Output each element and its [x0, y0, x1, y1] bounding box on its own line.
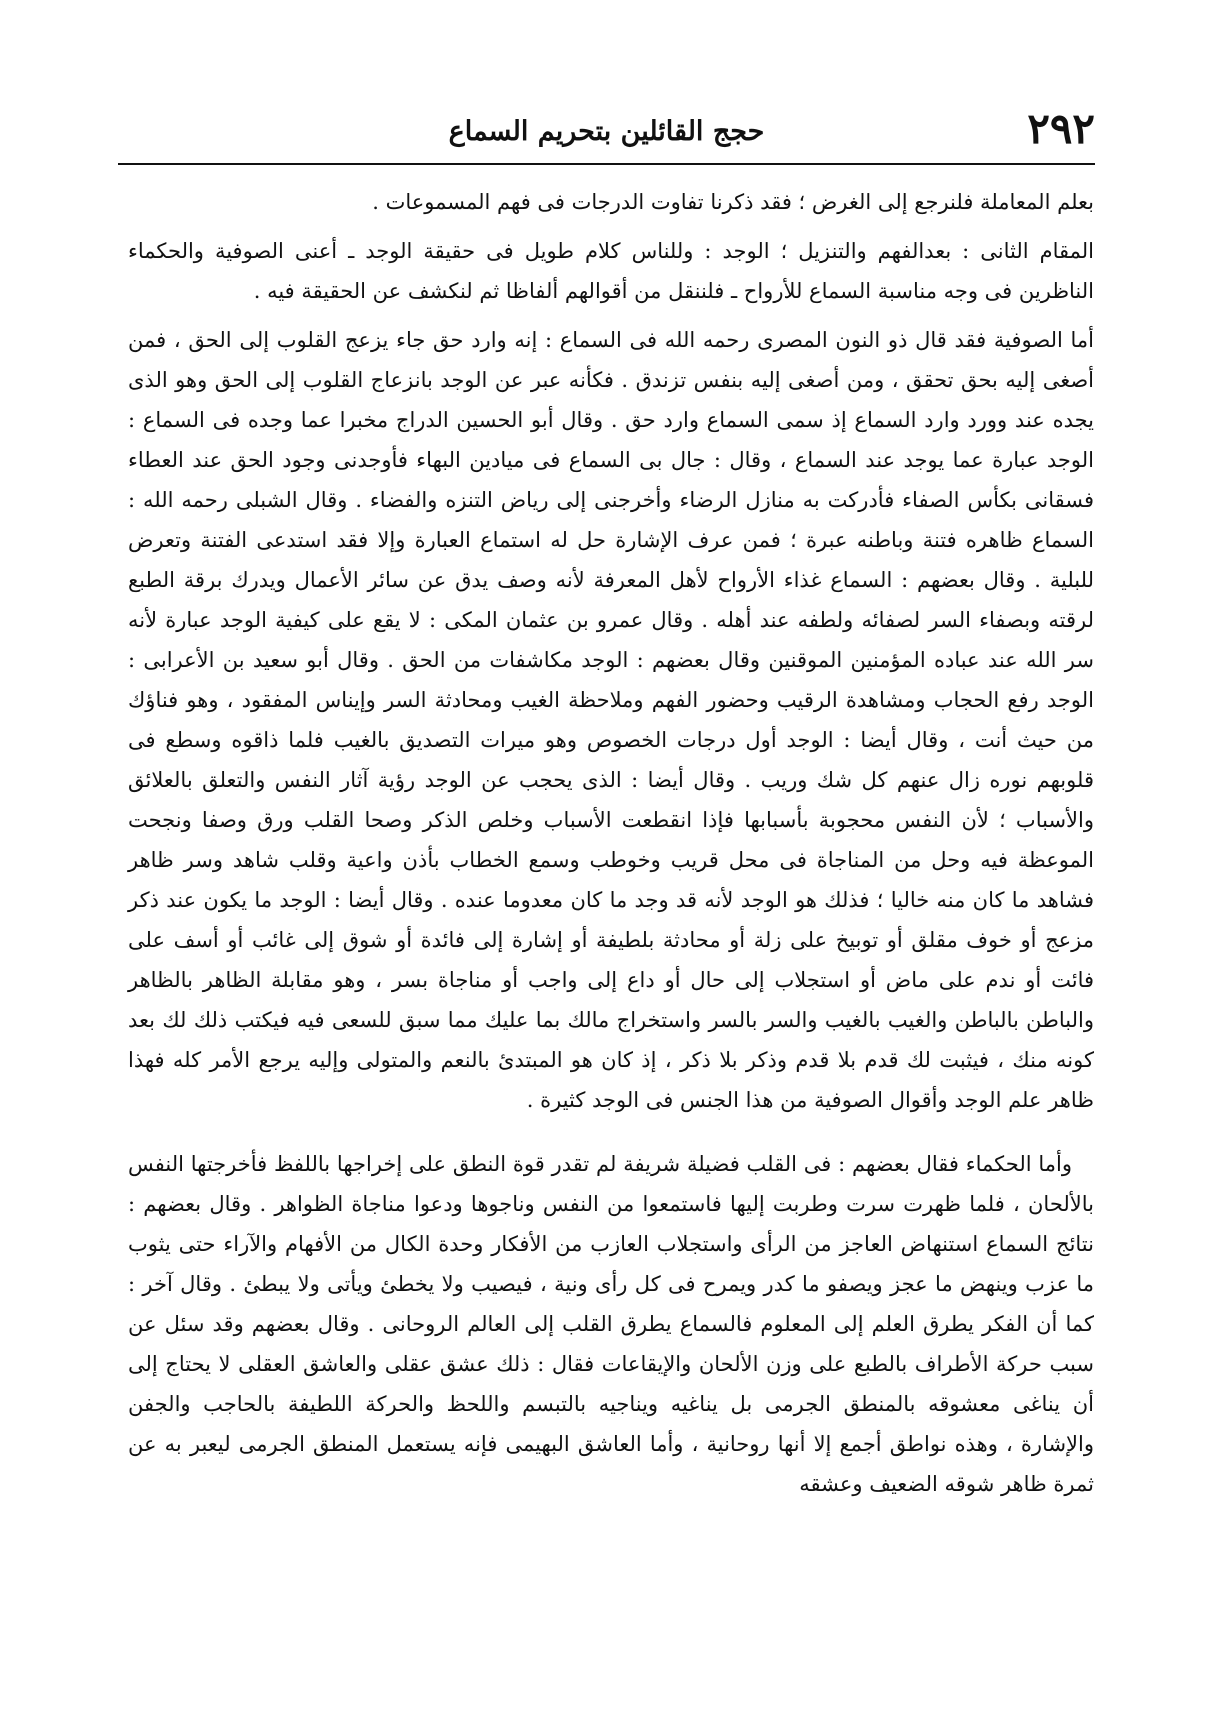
- header-rule: [118, 163, 1095, 165]
- body-text: [128, 182, 1094, 1513]
- running-title: حجج القائلين بتحريم السماع: [448, 116, 765, 147]
- paragraph-2: المقام الثانى : بعدالفهم والتنزيل ؛ الوجد : وللناس كلام طويل فى حقيقة الوجد ـ أعنى الصوفية والحكماء الناظرين فى وجه مناسبة السماع للأرواح ـ فلننقل من أقوالهم ألفاظا ثم لنكشف عن الحقيقة فيه .: [128, 239, 1094, 303]
- page-header: [118, 104, 1095, 164]
- paragraph-1: بعلم المعاملة فلنرجع إلى الغرض ؛ فقد ذكرنا تفاوت الدرجات فى فهم المسموعات .: [372, 190, 1094, 214]
- paragraph-4: وأما الحكماء فقال بعضهم : فى القلب فضيلة شريفة لم تقدر قوة النطق على إخراجها باللفظ فأخرجتها النفس بالألحان ، فلما ظهرت سرت وطربت إليها فاستمعوا من النفس وناجوها ودعوا مناجاة الظواهر . وقال بعضهم : نتائج السماع استنهاض العاجز من الرأى واستجلاب العازب من الأفكار وحدة الكال من الأفهام والآراء حتى يثوب ما عزب وينهض ما عجز ويصفو ما كدر ويمرح فى كل رأى ونية ، فيصيب ولا يخطئ ويأتى ولا يبطئ . وقال آخر : كما أن الفكر يطرق العلم إلى المعلوم فالسماع يطرق القلب إلى العالم الروحانى . وقال بعضهم وقد سئل عن سبب حركة الأطراف بالطبع على وزن الألحان والإيقاعات فقال : ذلك عشق عقلى والعاشق العقلى لا يحتاج إلى أن يناغى معشوقه بالمنطق الجرمى بل يناغيه ويناجيه بالتبسم واللحظ والحركة اللطيفة بالحاجب والجفن والإشارة ، وهذه نواطق أجمع إلا أنها روحانية ، وأما العاشق البهيمى فإنه يستعمل المنطق الجرمى ليعبر به عن ثمرة ظاهر شوقه الضعيف وعشقه: [128, 1152, 1094, 1496]
- paragraph-3: أما الصوفية فقد قال ذو النون المصرى رحمه الله فى السماع : إنه وارد حق جاء يزعج القلوب إلى الحق ، فمن أصغى إليه بحق تحقق ، ومن أصغى إليه بنفس تزندق . فكأنه عبر عن الوجد بانزعاج القلوب إلى الحق وهو الذى يجده عند وورد وارد السماع إذ سمى السماع وارد حق . وقال أبو الحسين الدراج مخبرا عما وجده فى السماع : الوجد عبارة عما يوجد عند السماع ، وقال : جال بى السماع فى ميادين البهاء فأوجدنى وجود الحق عند العطاء فسقانى بكأس الصفاء فأدركت به منازل الرضاء وأخرجنى إلى رياض التنزه والفضاء . وقال الشبلى رحمه الله : السماع ظاهره فتنة وباطنه عبرة ؛ فمن عرف الإشارة حل له استماع العبارة وإلا فقد استدعى الفتنة وتعرض للبلية . وقال بعضهم : السماع غذاء الأرواح لأهل المعرفة لأنه وصف يدق عن سائر الأعمال ويدرك برقة الطبع لرقته وبصفاء السر لصفائه ولطفه عند أهله . وقال عمرو بن عثمان المكى : لا يقع على كيفية الوجد عبارة لأنه سر الله عند عباده المؤمنين الموقنين وقال بعضهم : الوجد مكاشفات من الحق . وقال أبو سعيد بن الأعرابى : الوجد رفع الحجاب ومشاهدة الرقيب وحضور الفهم وملاحظة الغيب ومحادثة السر وإيناس المفقود ، وهو فناؤك من حيث أنت ، وقال أيضا : الوجد أول درجات الخصوص وهو ميرات التصديق بالغيب فلما ذاقوه وسطع فى قلوبهم نوره زال عنهم كل شك وريب . وقال أيضا : الذى يحجب عن الوجد رؤية آثار النفس والتعلق بالعلائق والأسباب ؛ لأن النفس محجوبة بأسبابها فإذا انقطعت الأسباب وخلص الذكر وصحا القلب ورق وصفا ونجحت الموعظة فيه وحل من المناجاة فى محل قريب وخوطب وسمع الخطاب بأذن واعية وقلب شاهد وسر ظاهر فشاهد ما كان منه خاليا ؛ فذلك هو الوجد لأنه قد وجد ما كان معدوما عنده . وقال أيضا : الوجد ما يكون عند ذكر مزعج أو خوف مقلق أو توبيخ على زلة أو محادثة بلطيفة أو إشارة إلى فائدة أو شوق إلى غائب أو أسف على فائت أو ندم على ماض أو استجلاب إلى حال أو داع إلى واجب أو مناجاة بسر ، وهو مقابلة الظاهر بالظاهر والباطن بالباطن والغيب بالغيب والسر بالسر واستخراج مالك بما عليك مما سبق للسعى فيه فيكتب ذلك لك بعد كونه منك ، فيثبت لك قدم بلا قدم وذكر بلا ذكر ، إذ كان هو المبتدئ بالنعم والمتولى وإليه يرجع الأمر كله فهذا ظاهر علم الوجد وأقوال الصوفية من هذا الجنس فى الوجد كثيرة .: [128, 328, 1094, 1112]
- page-number: ٢٩٢: [1027, 104, 1095, 153]
